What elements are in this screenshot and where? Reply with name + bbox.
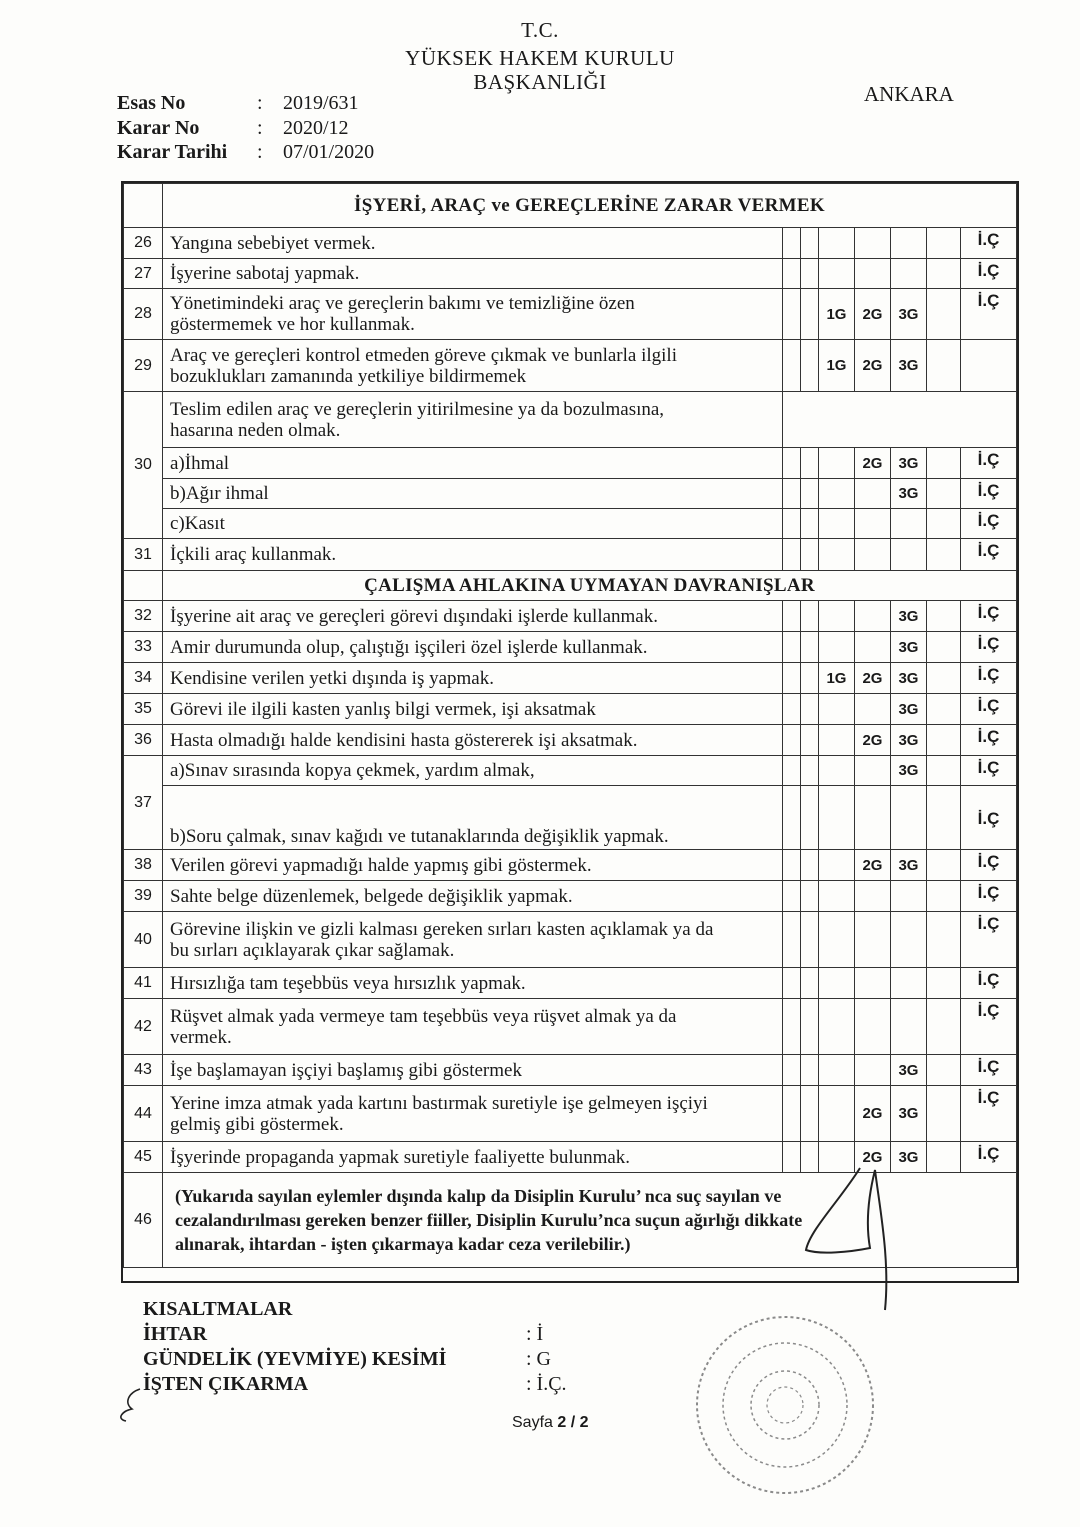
penalty-1g [818,509,854,539]
row-text: a)Sınav sırasında kopya çekmek, yardım almak, [163,756,783,786]
blank-cell [800,1086,818,1142]
table-subrow [124,786,1017,850]
blank-cell [926,289,960,340]
section-title: ÇALIŞMA AHLAKINA UYMAYAN DAVRANIŞLAR [163,571,1017,601]
blank-cell [800,601,818,632]
row-number: 42 [124,999,163,1055]
blank-cell [782,1086,800,1142]
blank-cell [782,228,800,259]
penalty-ic: İ.Ç [960,448,1016,479]
row-number: 40 [124,912,163,968]
blank-cell [800,663,818,694]
row-text [163,340,783,392]
table-row [124,999,1017,1055]
table-row [124,912,1017,968]
row-text: İçkili araç kullanmak. [163,539,783,571]
header-line-institution: YÜKSEK HAKEM KURULU [405,46,675,70]
section-title: İŞYERİ, ARAÇ ve GEREÇLERİNE ZARAR VERMEK [163,184,1017,228]
blank-cell [782,340,800,392]
blank-cell [800,632,818,663]
table-subrow [124,448,1017,479]
abbreviations [143,1298,567,1398]
table-row [124,1055,1017,1086]
penalty-2g [854,632,890,663]
blank-cell [926,1086,960,1142]
penalty-2g: 2G [854,289,890,340]
penalty-ic: İ.Ç [960,539,1016,571]
blank-cell [926,694,960,725]
penalty-3g: 3G [890,694,926,725]
header-line-presidency: BAŞKANLIĞI [473,70,607,94]
penalty-1g [818,850,854,881]
table-row [124,228,1017,259]
row-number: 32 [124,601,163,632]
blank-cell [800,289,818,340]
row-text-line: bozuklukları zamanında yetkiliye bildirmemek [170,365,527,387]
row-number: 45 [124,1142,163,1173]
abbreviation-value: : G [526,1348,551,1370]
row-number: 41 [124,968,163,999]
meta-label: Karar No [117,116,200,139]
blank-cell [782,999,800,1055]
note-line: (Yukarıda sayılan eylemler dışında kalıp da Disiplin Kurulu’ nca suç sayılan ve [175,1186,782,1206]
row-number: 28 [124,289,163,340]
table-subrow [124,509,1017,539]
penalty-1g [818,1055,854,1086]
penalty-ic: İ.Ç [960,663,1016,694]
blank-cell [782,479,800,509]
row-number: 30 [124,392,163,539]
blank-cell [782,694,800,725]
penalty-ic: İ.Ç [960,632,1016,663]
meta-value: 07/01/2020 [283,141,375,163]
penalty-2g: 2G [854,725,890,756]
penalty-3g [890,259,926,289]
row-text [163,912,783,968]
header-line-tc: T.C. [521,18,559,42]
penalty-table-grid [123,183,1017,1268]
blank-cell [800,1055,818,1086]
table-row [124,601,1017,632]
penalty-2g [854,601,890,632]
blank-cell [926,756,960,786]
meta-row-esas [117,92,374,117]
penalty-1g [818,786,854,850]
row-text [163,392,783,448]
penalty-ic: İ.Ç [960,881,1016,912]
row-text [163,1086,783,1142]
penalty-3g [890,912,926,968]
penalty-ic: İ.Ç [960,786,1016,850]
row-number: 31 [124,539,163,571]
row-number: 27 [124,259,163,289]
penalty-ic: İ.Ç [960,479,1016,509]
table-row [124,289,1017,340]
penalty-3g: 3G [890,1086,926,1142]
blank-cell [800,786,818,850]
page-number [512,1414,589,1432]
table-row [124,881,1017,912]
meta-sep: : [257,116,263,139]
case-meta [117,92,374,166]
penalty-ic: İ.Ç [960,509,1016,539]
blank-cell [926,539,960,571]
penalty-1g [818,228,854,259]
meta-value: 2020/12 [283,116,349,139]
blank-cell [800,228,818,259]
blank-cell [926,968,960,999]
blank-cell [800,509,818,539]
penalty-2g [854,228,890,259]
blank-cell [926,340,960,392]
meta-row-tarih [117,141,374,166]
abbreviation-row [143,1373,567,1398]
blank-cell [926,999,960,1055]
penalty-3g [890,228,926,259]
note-line: cezalandırılması gereken benzer fiiller, Disiplin Kurulu’nca suçun ağırlığı dikkate [175,1210,803,1230]
penalty-1g: 1G [818,289,854,340]
row-text-line: hasarına neden olmak. [170,419,341,441]
row-text: Hırsızlığa tam teşebbüs veya hırsızlık yapmak. [163,968,783,999]
row-text-line: Yönetimindeki araç ve gereçlerin bakımı ve temizliğine özen [170,293,635,314]
blank-cell [124,571,163,601]
page-separator: / [570,1414,576,1431]
row-text: İşyerine sabotaj yapmak. [163,259,783,289]
row-text: Hasta olmadığı halde kendisini hasta göstererek işi aksatmak. [163,725,783,756]
row-number: 26 [124,228,163,259]
penalty-3g [890,881,926,912]
row-number: 35 [124,694,163,725]
blank-cell [782,663,800,694]
penalty-1g [818,968,854,999]
penalty-2g [854,999,890,1055]
penalty-ic: İ.Ç [960,1086,1016,1142]
header-city: ANKARA [864,82,954,106]
row-number: 37 [124,756,163,850]
row-text: Amir durumunda olup, çalıştığı işçileri özel işlerde kullanmak. [163,632,783,663]
penalty-2g [854,912,890,968]
penalty-2g [854,786,890,850]
penalty-3g: 3G [890,850,926,881]
row-number: 29 [124,340,163,392]
penalty-1g [818,1086,854,1142]
penalty-1g [818,539,854,571]
penalty-1g: 1G [818,663,854,694]
blank-cell [782,881,800,912]
table-row [124,756,1017,786]
penalty-ic: İ.Ç [960,1142,1016,1173]
penalty-1g [818,999,854,1055]
blank-cell [926,601,960,632]
blank-cell [782,850,800,881]
penalty-1g [818,259,854,289]
row-number: 39 [124,881,163,912]
abbreviation-row [143,1348,567,1373]
blank-cell [926,228,960,259]
section-header-row [124,184,1017,228]
blank-cell [800,539,818,571]
penalty-ic: İ.Ç [960,289,1016,340]
penalty-3g: 3G [890,448,926,479]
row-number: 36 [124,725,163,756]
blank-cell [926,725,960,756]
row-number: 43 [124,1055,163,1086]
row-text: Görevi ile ilgili kasten yanlış bilgi vermek, işi aksatmak [163,694,783,725]
penalty-2g [854,539,890,571]
penalty-2g: 2G [854,1142,890,1173]
penalty-3g [890,999,926,1055]
blank-cell [782,968,800,999]
penalty-ic: İ.Ç [960,228,1016,259]
abbreviation-value: : İ [526,1323,544,1345]
table-row [124,694,1017,725]
blank-cell [782,1055,800,1086]
table-row [124,392,1017,448]
table-row [124,539,1017,571]
blank-cell [926,786,960,850]
row-text-line: Yerine imza atmak yada kartını bastırmak suretiyle işe gelmeyen işçiyi [170,1092,708,1114]
row-text [163,999,783,1055]
blank-cell [800,448,818,479]
blank-cell [800,881,818,912]
meta-row-karar [117,117,374,142]
row-text: Sahte belge düzenlemek, belgede değişiklik yapmak. [163,881,783,912]
penalty-2g [854,968,890,999]
penalty-3g: 3G [890,1142,926,1173]
meta-sep: : [257,92,263,114]
penalty-2g: 2G [854,1086,890,1142]
row-number: 44 [124,1086,163,1142]
penalty-ic: İ.Ç [960,850,1016,881]
blank-cell [800,259,818,289]
penalty-2g [854,259,890,289]
penalty-1g: 1G [818,340,854,392]
blank-cell [782,259,800,289]
penalty-ic: İ.Ç [960,1055,1016,1086]
penalty-1g [818,601,854,632]
penalty-3g: 3G [890,663,926,694]
blank-cell [782,392,1016,448]
penalty-2g: 2G [854,663,890,694]
blank-cell [800,756,818,786]
blank-cell [800,694,818,725]
penalty-table [121,181,1019,1283]
row-text-line: gelmiş gibi göstermek. [170,1113,344,1135]
blank-cell [926,509,960,539]
row-text-line: Rüşvet almak yada vermeye tam teşebbüs veya rüşvet almak ya da [170,1005,677,1027]
blank-cell [800,912,818,968]
blank-cell [926,912,960,968]
blank-cell [782,448,800,479]
penalty-3g: 3G [890,632,926,663]
row-text: c)Kasıt [163,509,783,539]
penalty-ic: İ.Ç [960,259,1016,289]
blank-cell [782,289,800,340]
table-row [124,968,1017,999]
penalty-3g: 3G [890,289,926,340]
blank-cell [800,968,818,999]
official-seal-stamp [690,1305,880,1505]
row-text-line: Teslim edilen araç ve gereçlerin yitirilmesine ya da bozulmasına, [170,398,665,420]
row-text-line: Görevine ilişkin ve gizli kalması gereken sırları kasten açıklamak ya da [170,918,714,940]
abbreviation-label: İHTAR [143,1323,208,1345]
row-number: 34 [124,663,163,694]
handwritten-initial [110,1385,150,1425]
table-row [124,259,1017,289]
abbreviation-value: : İ.Ç. [526,1373,567,1395]
row-text: b)Soru çalmak, sınav kağıdı ve tutanaklarında değişiklik yapmak. [163,786,783,850]
blank-cell [782,539,800,571]
penalty-3g: 3G [890,725,926,756]
penalty-2g [854,1055,890,1086]
blank-cell [800,340,818,392]
blank-cell [782,912,800,968]
meta-label: Esas No [117,92,186,114]
penalty-ic: İ.Ç [960,968,1016,999]
penalty-1g [818,725,854,756]
meta-label: Karar Tarihi [117,141,228,163]
penalty-ic: İ.Ç [960,756,1016,786]
penalty-1g [818,694,854,725]
blank-cell [782,725,800,756]
penalty-3g: 3G [890,1055,926,1086]
penalty-2g [854,479,890,509]
blank-cell [782,786,800,850]
penalty-3g [890,968,926,999]
row-number: 46 [124,1173,163,1268]
penalty-1g [818,912,854,968]
penalty-3g [890,786,926,850]
blank-cell [800,479,818,509]
row-number: 33 [124,632,163,663]
penalty-1g [818,479,854,509]
penalty-2g [854,694,890,725]
penalty-2g [854,881,890,912]
table-row [124,340,1017,392]
row-text-line: bu sırları açıklayarak çıkar sağlamak. [170,939,455,961]
penalty-1g [818,448,854,479]
abbreviation-label: GÜNDELİK (YEVMİYE) KESİMİ [143,1348,447,1370]
row-text-line: Araç ve gereçleri kontrol etmeden göreve çıkmak ve bunlarla ilgili [170,344,677,366]
row-number: 38 [124,850,163,881]
penalty-3g: 3G [890,756,926,786]
penalty-3g: 3G [890,340,926,392]
row-text: a)İhmal [163,448,783,479]
table-row [124,663,1017,694]
abbreviation-row [143,1323,567,1348]
penalty-ic: İ.Ç [960,601,1016,632]
penalty-3g [890,539,926,571]
table-subrow [124,479,1017,509]
penalty-ic [960,340,1016,392]
section-header-row [124,571,1017,601]
blank-cell [926,632,960,663]
blank-cell [782,756,800,786]
blank-cell [926,259,960,289]
row-text: İşyerine ait araç ve gereçleri görevi dışındaki işlerde kullanmak. [163,601,783,632]
penalty-2g: 2G [854,448,890,479]
handwritten-signature [780,1160,900,1320]
penalty-ic: İ.Ç [960,725,1016,756]
row-text-line: vermek. [170,1026,232,1048]
blank-cell [124,184,163,228]
row-text: Kendisine verilen yetki dışında iş yapmak. [163,663,783,694]
abbreviations-title: KISALTMALAR [143,1298,293,1320]
meta-value: 2019/631 [283,92,359,114]
blank-cell [926,1142,960,1173]
blank-cell [926,448,960,479]
penalty-1g [818,756,854,786]
row-text: Yangına sebebiyet vermek. [163,228,783,259]
table-row [124,850,1017,881]
penalty-2g: 2G [854,850,890,881]
penalty-ic: İ.Ç [960,694,1016,725]
blank-cell [926,881,960,912]
table-row [124,725,1017,756]
row-text: b)Ağır ihmal [163,479,783,509]
penalty-2g: 2G [854,340,890,392]
page-label: Sayfa [512,1414,553,1431]
blank-cell [926,663,960,694]
blank-cell [926,1055,960,1086]
row-text-line: göstermemek ve hor kullanmak. [170,314,415,335]
row-text: İşe başlamayan işçiyi başlamış gibi göstermek [163,1055,783,1086]
table-row [124,632,1017,663]
blank-cell [782,601,800,632]
penalty-2g [854,756,890,786]
row-text: Verilen görevi yapmadığı halde yapmış gibi göstermek. [163,850,783,881]
penalty-3g [890,509,926,539]
penalty-1g [818,632,854,663]
note-line: alınarak, ihtardan - işten çıkarmaya kadar ceza verilebilir.) [175,1234,631,1254]
penalty-ic: İ.Ç [960,999,1016,1055]
meta-sep: : [257,141,263,163]
blank-cell [800,850,818,881]
table-row [124,1086,1017,1142]
page-total: 2 [579,1414,589,1431]
penalty-2g [854,509,890,539]
blank-cell [800,999,818,1055]
row-text [163,289,783,340]
penalty-3g: 3G [890,479,926,509]
blank-cell [926,479,960,509]
blank-cell [782,632,800,663]
row-text: İşyerinde propaganda yapmak suretiyle faaliyette bulunmak. [163,1142,783,1173]
penalty-ic: İ.Ç [960,912,1016,968]
abbreviation-label: İŞTEN ÇIKARMA [143,1373,309,1395]
page-current: 2 [557,1414,567,1431]
penalty-3g: 3G [890,601,926,632]
blank-cell [926,850,960,881]
penalty-1g [818,881,854,912]
blank-cell [782,509,800,539]
blank-cell [800,725,818,756]
